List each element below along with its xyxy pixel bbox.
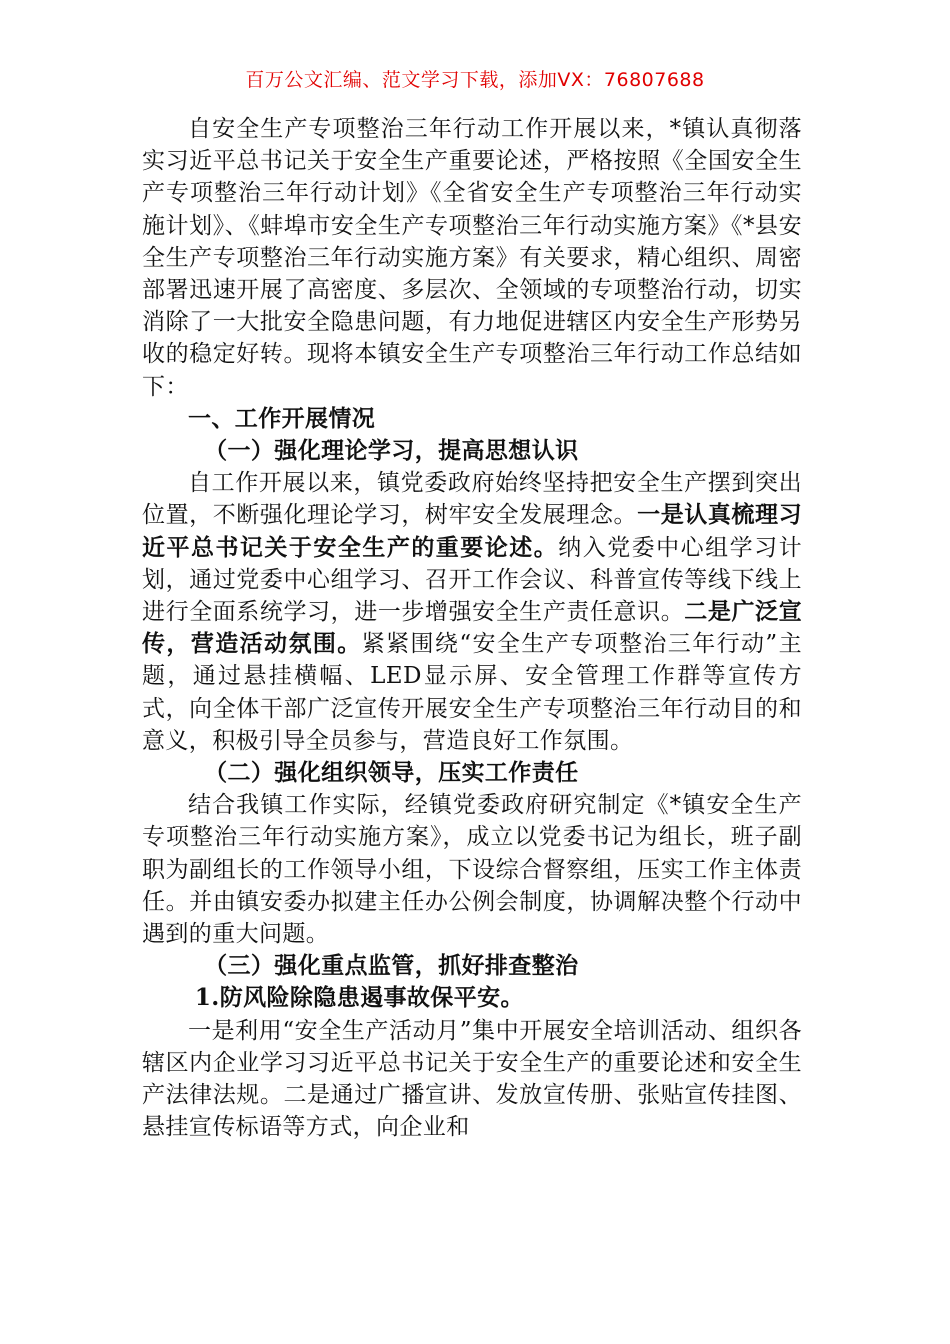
subsection-2-heading: （二）强化组织领导，压实工作责任: [204, 759, 579, 787]
subsection-2-paragraph: 结合我镇工作实际，经镇党委政府研究制定《*镇安全生产专项整治三年行动实施方案》，成立以党委书记为组长，班子副职为副组长的工作领导小组，下设综合督察组，压实工作主体责任。并由镇安委办拟建主任办公例会制度，协调解决整个行动中遇到的重大问题。: [142, 792, 802, 948]
intro-paragraph: 自安全生产专项整治三年行动工作开展以来，*镇认真彻落实习近平总书记关于安全生产重要论述，严格按照《全国安全生产专项整治三年行动计划》《全省安全生产专项整治三年行动实施计划》、《蚌埠市安全生产专项整治三年行动实施方案》《*县安全生产专项整治三年行动实施方案》有关要求，精心组织、周密部署迅速开展了高密度、多层次、全领域的专项整治行动，切实消除了一大批安全隐患问题，有力地促进辖区内安全生产形势另收的稳定好转。现将本镇安全生产专项整治三年行动工作总结如下：: [142, 116, 802, 400]
document-body: [142, 113, 802, 1144]
header-watermark-text: 百万公文汇编、范文学习下载，添加VX：76807688: [245, 69, 705, 91]
subsection-3-heading: （三）强化重点监管，抓好排查整治: [204, 952, 579, 980]
section-1-heading: 一、工作开展情况: [188, 404, 376, 432]
subsection-1-text-c: 紧紧围绕“安全生产专项整治三年行动”主题，通过悬挂横幅、LED显示屏、安全管理工作群等宣传方式，向全体干部广泛宣传开展安全生产专项整治三年行动目的和意义，积极引导全员参与，营造良好工作氛围。: [142, 631, 802, 754]
subsection-1-heading: （一）强化理论学习，提高思想认识: [204, 437, 579, 465]
subsection-1-text-a: 自工作开展以来，镇党委政府始终坚持把安全生产摆到突出位置，不断强化理论学习，树牢安全发展理念。: [142, 470, 802, 529]
subsection-1-text-b: 纳入党委中心组学习计划，通过党委中心组学习、召开工作会议、科普宣传等线下线上进行全面系统学习，进一步增强安全生产责任意识。: [142, 534, 802, 626]
item-1-paragraph: 一是利用“安全生产活动月”集中开展安全培训活动、组织各辖区内企业学习习近平总书记关于安全生产的重要论述和安全生产法律法规。二是通过广播宣讲、发放宣传册、张贴宣传挂图、悬挂宣传标语等方式，向企业和: [142, 1017, 802, 1141]
subsection-1-paragraph: [142, 467, 802, 757]
subsection-1-bold-point-1: 一是认真梳理习近平总书记关于安全生产的重要论述。: [142, 501, 802, 561]
subsection-1-bold-point-2: 二是广泛宣传，营造活动氛围。: [142, 598, 803, 658]
item-1-heading: 1.防风险除隐患遏事故保平安。: [194, 984, 524, 1012]
